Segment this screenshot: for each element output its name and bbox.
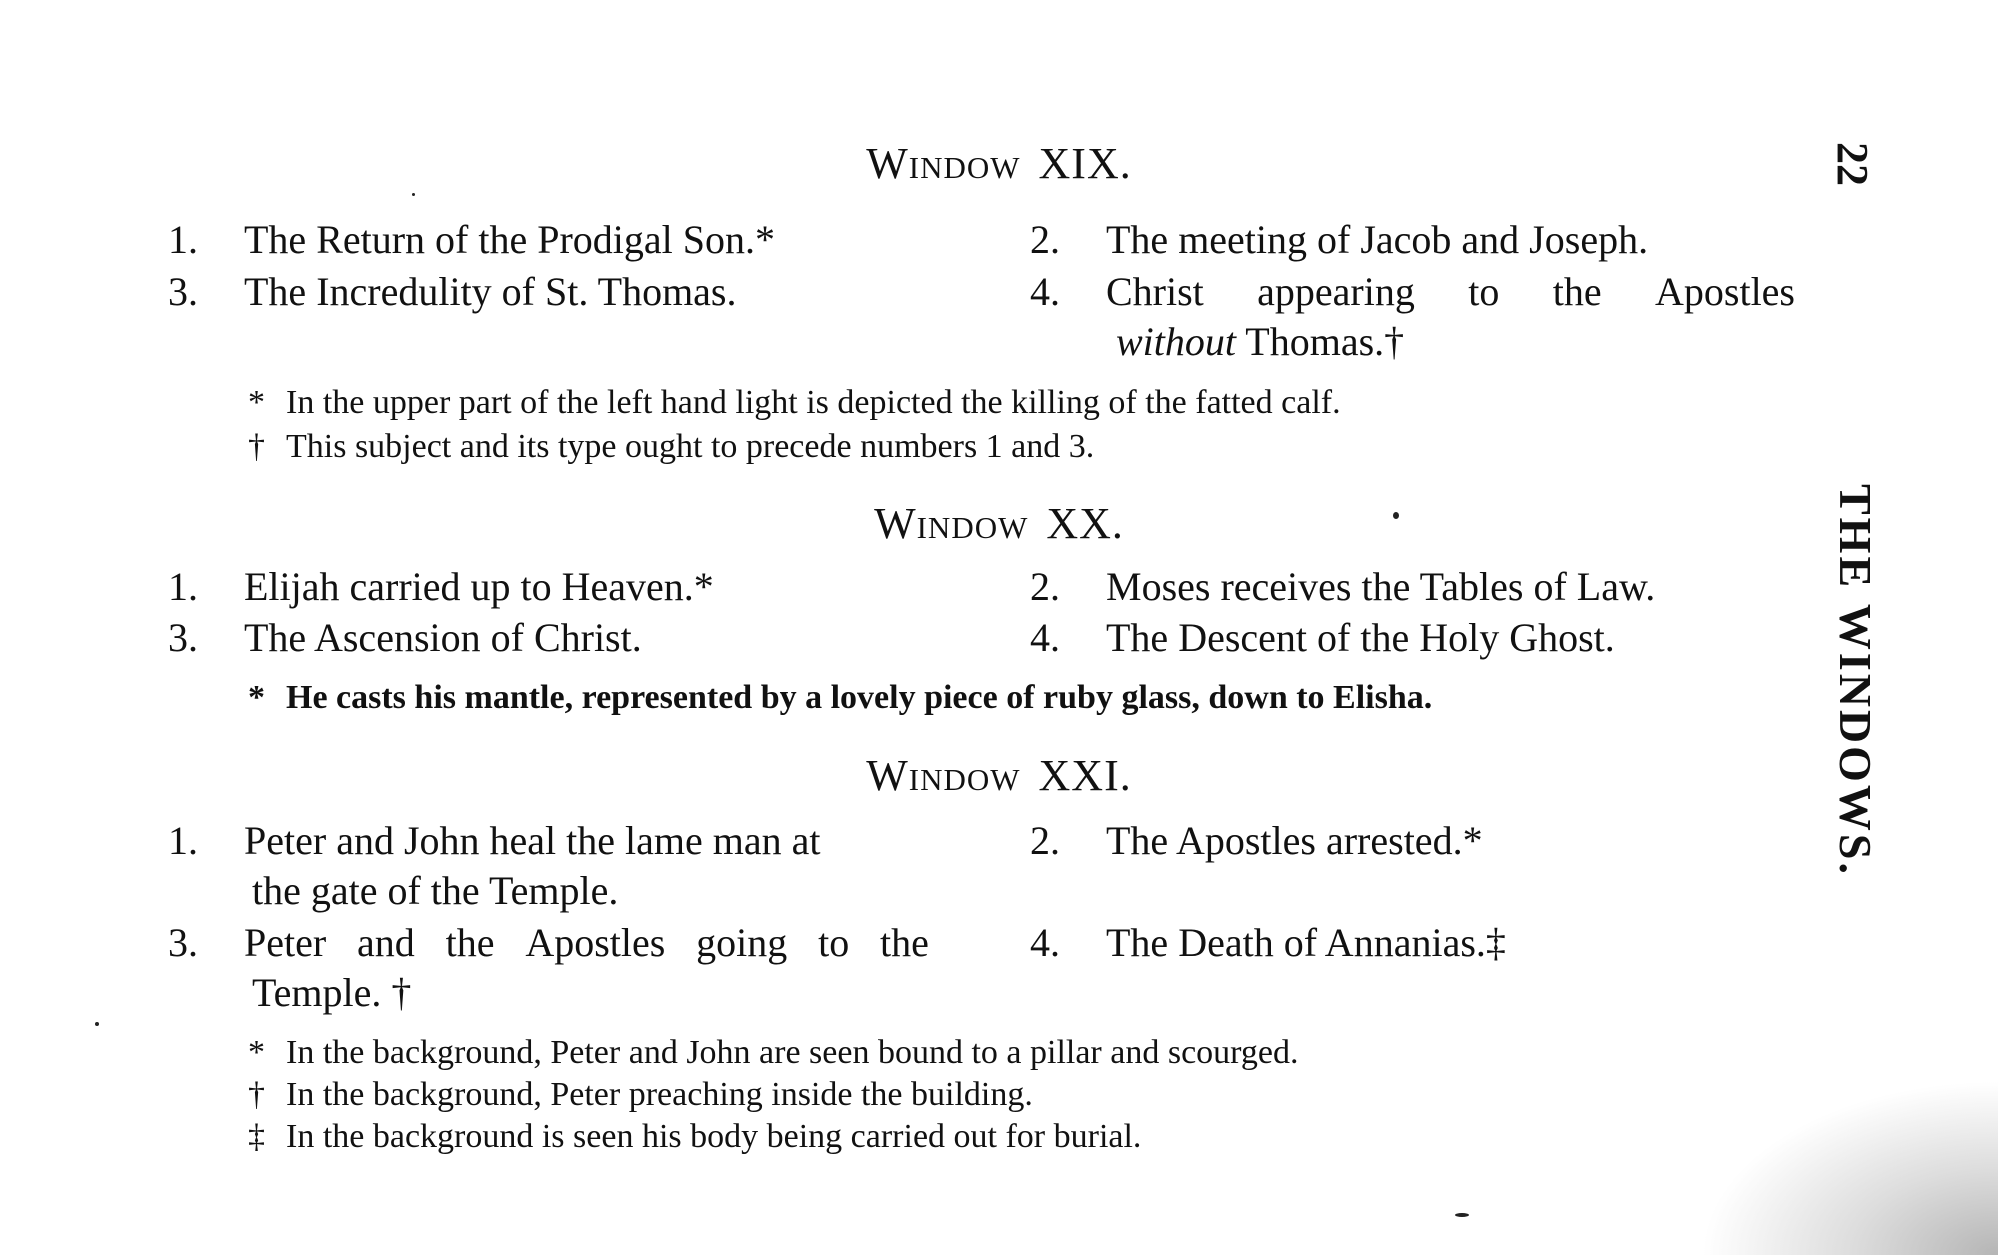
item-text-line2: without Thomas.† (1116, 319, 1405, 364)
window-xxi-heading (0, 750, 1998, 801)
footnote (248, 1116, 1141, 1158)
footnote-text: He casts his mantle, represented by a lovely piece of ruby glass, down to Elisha. (286, 679, 1433, 716)
item-number: 3. (168, 269, 198, 314)
item-text: The Death of Annanias.‡ (1106, 920, 1506, 965)
footnote-text: In the upper part of the left hand light is depicted the killing of the fatted calf. (286, 384, 1341, 421)
footnote-text: This subject and its type ought to precede numbers 1 and 3. (286, 428, 1095, 465)
item-text: Moses receives the Tables of Law. (1106, 564, 1656, 609)
item-text-line1: Christ appearing to the Apostles (1106, 269, 1795, 314)
footnote (248, 426, 1094, 468)
item-number: 4. (1030, 615, 1060, 660)
item-number: 1. (168, 818, 198, 863)
item-number: 3. (168, 920, 198, 965)
item-text: The Apostles arrested.* (1106, 818, 1483, 863)
window-word: Window (866, 139, 1021, 188)
footnote-mark: † (248, 428, 265, 465)
footnote-mark: * (248, 384, 265, 421)
window-xix-item-4 (1030, 267, 1795, 367)
item-number: 1. (168, 564, 198, 609)
scan-speck (95, 1022, 99, 1026)
item-number: 4. (1030, 920, 1060, 965)
footnote-text: In the background, Peter and John are seen bound to a pillar and scourged. (286, 1034, 1299, 1071)
running-head: THE WINDOWS. (1830, 484, 1881, 878)
window-word: Window (874, 499, 1029, 548)
scan-speck (412, 193, 415, 196)
scan-speck (1393, 512, 1399, 519)
footnote-mark: * (248, 1034, 265, 1071)
window-word: Window (866, 751, 1021, 800)
item-number: 3. (168, 615, 198, 660)
item-number: 2. (1030, 564, 1060, 609)
item-text: The Ascension of Christ. (244, 615, 642, 660)
item-number: 2. (1030, 818, 1060, 863)
window-xix-heading (0, 138, 1998, 189)
footnote-mark: † (248, 1076, 265, 1113)
window-xx-heading (0, 498, 1998, 549)
item-text-line1: Peter and the Apostles going to the (244, 920, 929, 965)
window-number: XXI. (1038, 751, 1132, 800)
footnote-mark: ‡ (248, 1118, 265, 1155)
scan-speck (1455, 1213, 1469, 1217)
item-text-line1: Peter and John heal the lame man at (244, 818, 821, 863)
footnote-mark: * (248, 679, 265, 716)
item-text: The Incredulity of St. Thomas. (244, 269, 737, 314)
item-text: The meeting of Jacob and Joseph. (1106, 217, 1649, 262)
window-number: XX. (1046, 499, 1124, 548)
footnote (248, 1032, 1298, 1074)
footnote (248, 1074, 1033, 1116)
footnote-text: In the background is seen his body being carried out for burial. (286, 1118, 1142, 1155)
item-number: 4. (1030, 269, 1060, 314)
window-xxi-item-3 (168, 918, 928, 1018)
item-text-line2: Temple. † (252, 970, 412, 1015)
item-text: The Return of the Prodigal Son.* (244, 217, 776, 262)
footnote (248, 382, 1341, 424)
item-text-line2: the gate of the Temple. (252, 868, 619, 913)
item-number: 2. (1030, 217, 1060, 262)
footnote-text: In the background, Peter preaching inside the building. (286, 1076, 1033, 1113)
window-number: XIX. (1038, 139, 1132, 188)
scan-shadow (1700, 1080, 1998, 1255)
item-number: 1. (168, 217, 198, 262)
page-number: 22 (1828, 142, 1877, 186)
item-text: Elijah carried up to Heaven.* (244, 564, 714, 609)
item-text: The Descent of the Holy Ghost. (1106, 615, 1615, 660)
footnote (248, 677, 1432, 719)
window-xxi-item-1 (168, 816, 928, 916)
